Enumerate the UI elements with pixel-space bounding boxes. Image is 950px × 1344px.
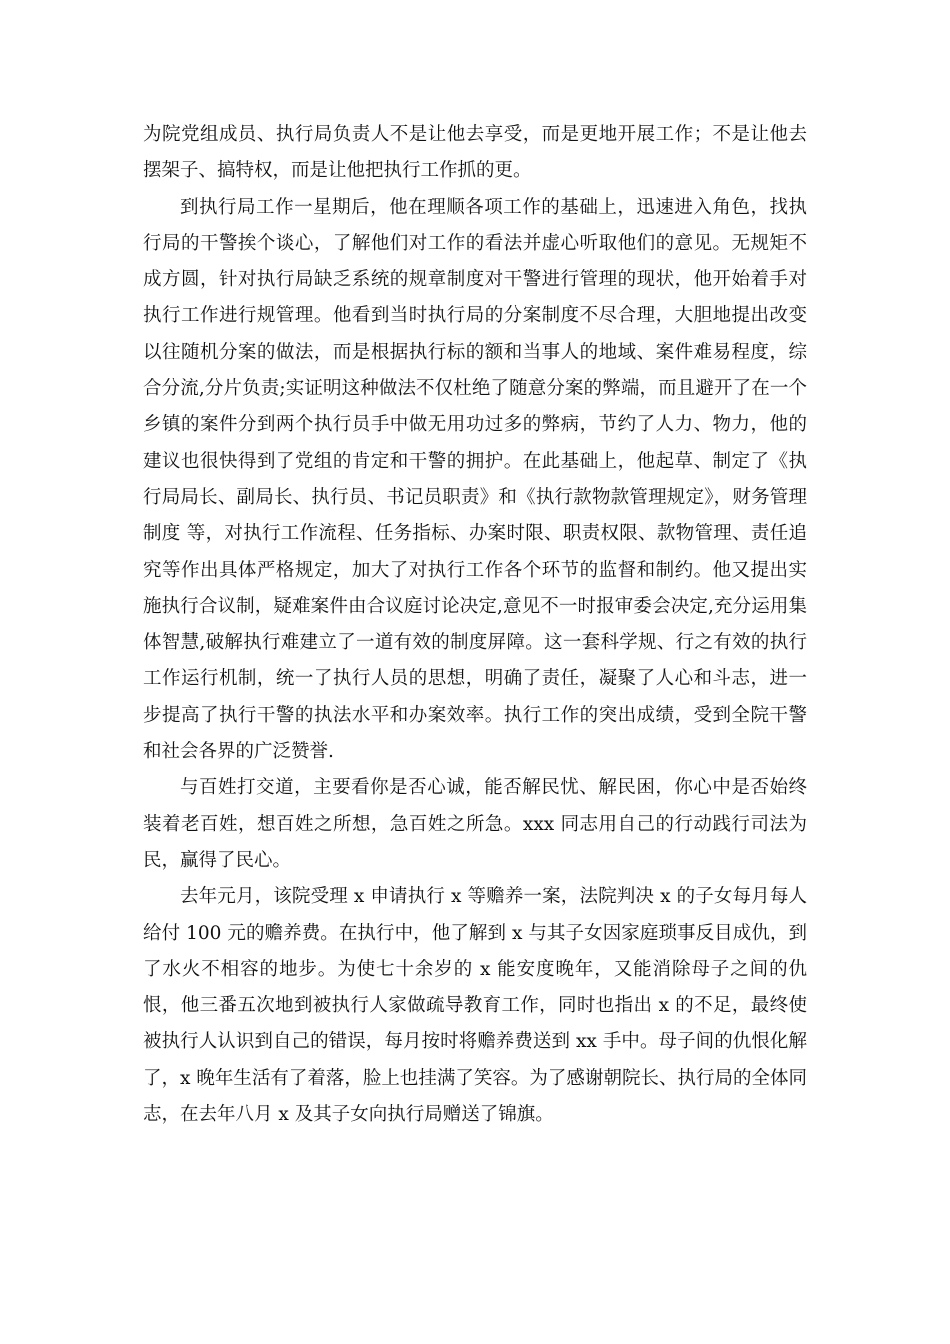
paragraph-reform: 到执行局工作一星期后，他在理顺各项工作的基础上，迅速进入角色，找执行局的干警挨个谈心，了解他们对工作的看法并虚心听取他们的意见。无规矩不成方圆，针对执行局缺乏系统的规章制度对干警进行管理的现状，他开始着手对执行工作进行规管理。他看到当时执行局的分案制度不尽合理，大胆地提出改变以往随机分案的做法，而是根据执行标的额和当事人的地域、案件难易程度，综合分流,分片负责;实证明这种做法不仅杜绝了随意分案的弊端，而且避开了在一个乡镇的案件分到两个执行员手中做无用功过多的弊病，节约了人力、物力，他的建议也很快得到了党组的肯定和干警的拥护。在此基础上，他起草、制定了《执行局局长、副局长、执行员、书记员职责》和《执行款物款管理规定》，财务管理制度 等，对执行工作流程、任务指标、办案时限、职责权限、款物管理、责任追究等作出具体严格规定，加大了对执行工作各个环节的监督和制约。他又提出实施执行合议制，疑难案件由合议庭讨论决定,意见不一时报审委会决定,充分运用集体智慧,破解执行难建立了一道有效的制度屏障。这一套科学规、行之有效的执行工作运行机制，统一了执行人员的思想，明确了责任，凝聚了人心和斗志，进一步提高了执行干警的执法水平和办案效率。执行工作的突出成绩，受到全院干警和社会各界的广泛赞誉. [143,196,807,763]
document-body [143,117,807,1133]
paragraph-serve-people: 与百姓打交道，主要看你是否心诚，能否解民忧、解民困，你心中是否始终装着老百姓，想百姓之所想，急百姓之所急。xxx 同志用自己的行动践行司法为民，赢得了民心。 [143,777,807,871]
paragraph-continuation: 为院党组成员、执行局负责人不是让他去享受，而是更地开展工作；不是让他去摆架子、搞特权，而是让他把执行工作抓的更。 [143,124,807,182]
paragraph-support-case: 去年元月，该院受理 x 申请执行 x 等赡养一案，法院判决 x 的子女每月每人给付 100 元的赡养费。在执行中，他了解到 x 与其子女因家庭琐事反目成仇，到了水火不相容的地步。为使七十余岁的 x 能安度晚年，又能消除母子之间的仇恨，他三番五次地到被执行人家做疏导教育工作，同时也指出 x 的不足，最终使被执行人认识到自己的错误，每月按时将赡养费送到 xx 手中。母子间的仇恨化解了，x 晚年生活有了着落，脸上也挂满了笑容。为了感谢朝院长、执行局的全体同志，在去年八月 x 及其子女向执行局赠送了锦旗。 [143,886,807,1126]
